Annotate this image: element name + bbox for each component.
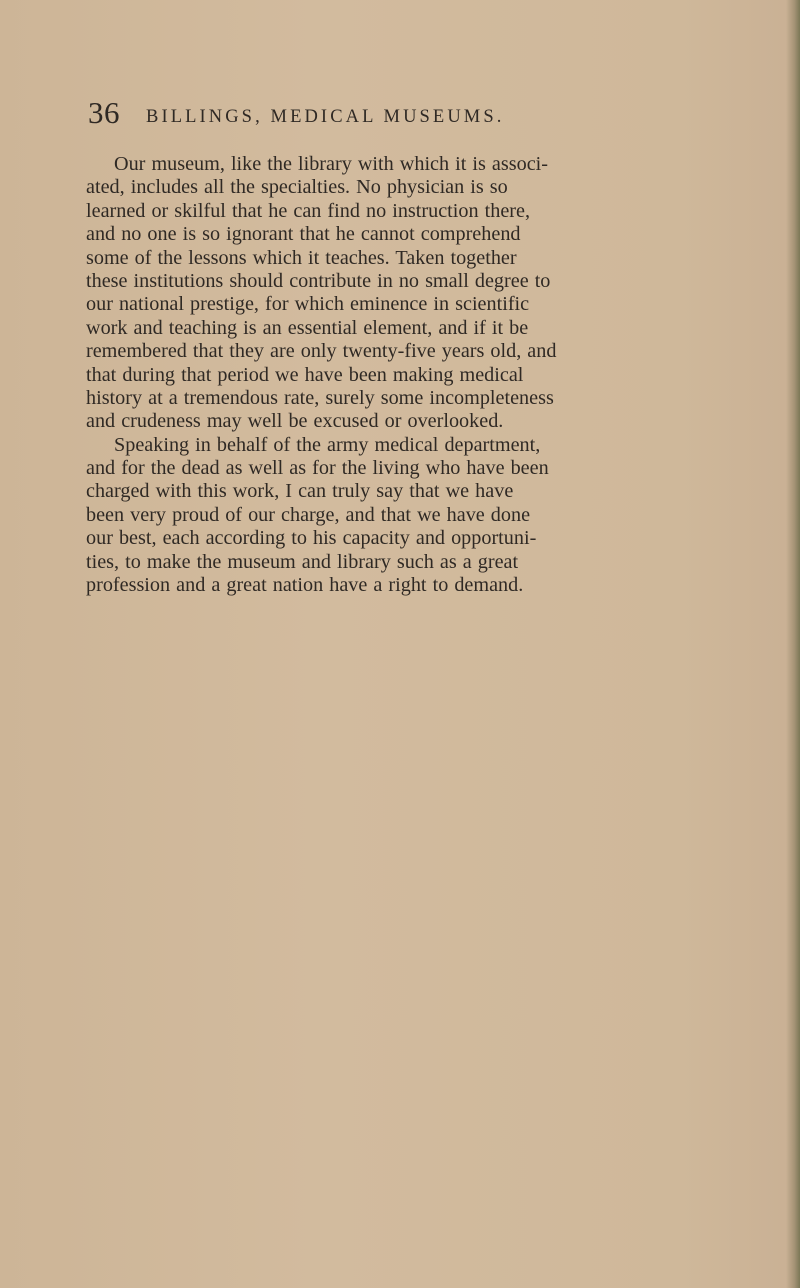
text-line: Speaking in behalf of the army medical department, <box>114 433 541 456</box>
book-page: 36 BILLINGS, MEDICAL MUSEUMS. Our museum, like the library with which it is associ- ated, includes all the specialties. No physician is so learned or skilful that he can find no instruction there, and no one is so ignorant that he cannot comprehend some of the lessons which it teaches. Taken together these institutions should contribute in no small degree to our national prestige, for which eminence in scientific work and teaching is an essential element, and if it be remembered that they are only twenty-five years old, and that during that period we have been making medical history at a tremendous rate, surely some incompleteness and crudeness may well be excused or overlooked. Speaking in behalf of the army medical department, and for the dead as well as for the living who have been charged with this work, I can truly say that we have been very proud of our charge, and that we have done our best, each according to his capacity and opportuni- ties, to make the museum and library such as a great profession and a great nation have a right to demand. <box>0 0 800 1288</box>
page-number: 36 <box>88 95 120 130</box>
page-edge <box>786 0 800 1288</box>
running-head: BILLINGS, MEDICAL MUSEUMS. <box>146 107 505 127</box>
text-line: Our museum, like the library with which it is associ- <box>114 153 548 175</box>
page-header <box>0 95 800 145</box>
